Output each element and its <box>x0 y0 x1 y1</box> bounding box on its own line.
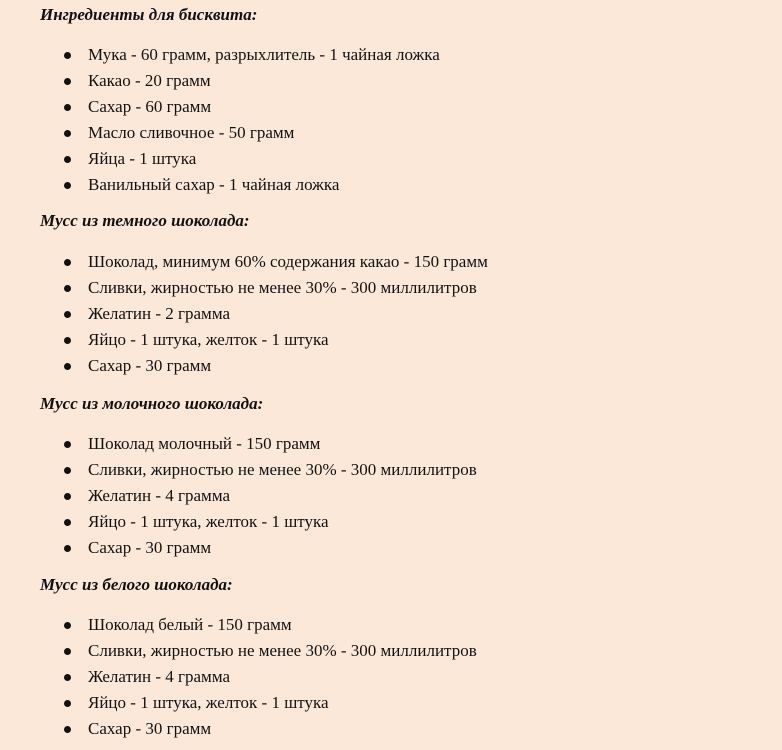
list-item-text: Желатин - 4 грамма <box>88 486 231 505</box>
section-title-dark-chocolate: Мусс из темного шоколада: <box>40 211 250 230</box>
section-title-sponge: Ингредиенты для бисквита: <box>40 5 258 24</box>
bullet-icon <box>64 182 71 189</box>
list-item-text: Сахар - 60 грамм <box>88 97 212 116</box>
bullet-icon <box>64 674 71 681</box>
ingredient-list-sponge <box>40 42 440 198</box>
bullet-icon <box>64 311 71 318</box>
list-item-text: Яйцо - 1 штука, желток - 1 штука <box>88 693 329 712</box>
bullet-icon <box>64 52 71 59</box>
bullet-icon <box>64 726 71 733</box>
list-item <box>40 275 488 301</box>
list-item <box>40 457 477 483</box>
list-item-text: Сливки, жирностью не менее 30% - 300 миллилитров <box>88 641 477 660</box>
bullet-icon <box>64 156 71 163</box>
list-item-text: Ванильный сахар - 1 чайная ложка <box>88 175 340 194</box>
bullet-icon <box>64 493 71 500</box>
bullet-icon <box>64 648 71 655</box>
list-item <box>40 249 488 275</box>
bullet-icon <box>64 700 71 707</box>
bullet-icon <box>64 337 71 344</box>
list-item-text: Яйца - 1 штука <box>88 149 197 168</box>
list-item <box>40 353 488 379</box>
list-item-text: Шоколад белый - 150 грамм <box>88 615 292 634</box>
section-title-milk-chocolate: Мусс из молочного шоколада: <box>40 394 264 413</box>
bullet-icon <box>64 78 71 85</box>
bullet-icon <box>64 545 71 552</box>
list-item <box>40 509 477 535</box>
list-item-text: Сахар - 30 грамм <box>88 356 212 375</box>
section-title-white-chocolate: Мусс из белого шоколада: <box>40 575 233 594</box>
bullet-icon <box>64 363 71 370</box>
list-item <box>40 483 477 509</box>
list-item-text: Шоколад, минимум 60% содержания какао - 150 грамм <box>88 252 488 271</box>
list-item <box>40 120 440 146</box>
list-item-text: Какао - 20 грамм <box>88 71 211 90</box>
list-item <box>40 716 477 742</box>
ingredient-list-milk-chocolate <box>40 431 477 561</box>
list-item <box>40 42 440 68</box>
bullet-icon <box>64 467 71 474</box>
list-item-text: Яйцо - 1 штука, желток - 1 штука <box>88 330 329 349</box>
list-item-text: Желатин - 2 грамма <box>88 304 231 323</box>
list-item-text: Мука - 60 грамм, разрыхлитель - 1 чайная ложка <box>88 45 440 64</box>
list-item-text: Яйцо - 1 штука, желток - 1 штука <box>88 512 329 531</box>
bullet-icon <box>64 130 71 137</box>
list-item <box>40 172 440 198</box>
bullet-icon <box>64 104 71 111</box>
list-item-text: Желатин - 4 грамма <box>88 667 231 686</box>
list-item-text: Шоколад молочный - 150 грамм <box>88 434 321 453</box>
list-item-text: Сливки, жирностью не менее 30% - 300 миллилитров <box>88 460 477 479</box>
list-item <box>40 535 477 561</box>
list-item <box>40 612 477 638</box>
bullet-icon <box>64 441 71 448</box>
list-item <box>40 68 440 94</box>
bullet-icon <box>64 285 71 292</box>
list-item <box>40 638 477 664</box>
list-item <box>40 327 488 353</box>
bullet-icon <box>64 519 71 526</box>
list-item-text: Сливки, жирностью не менее 30% - 300 миллилитров <box>88 278 477 297</box>
list-item <box>40 146 440 172</box>
list-item-text: Масло сливочное - 50 грамм <box>88 123 295 142</box>
list-item <box>40 690 477 716</box>
list-item <box>40 94 440 120</box>
list-item <box>40 664 477 690</box>
bullet-icon <box>64 259 71 266</box>
ingredient-list-white-chocolate <box>40 612 477 742</box>
list-item <box>40 301 488 327</box>
bullet-icon <box>64 622 71 629</box>
list-item-text: Сахар - 30 грамм <box>88 538 212 557</box>
list-item-text: Сахар - 30 грамм <box>88 719 212 738</box>
list-item <box>40 431 477 457</box>
ingredient-list-dark-chocolate <box>40 249 488 379</box>
